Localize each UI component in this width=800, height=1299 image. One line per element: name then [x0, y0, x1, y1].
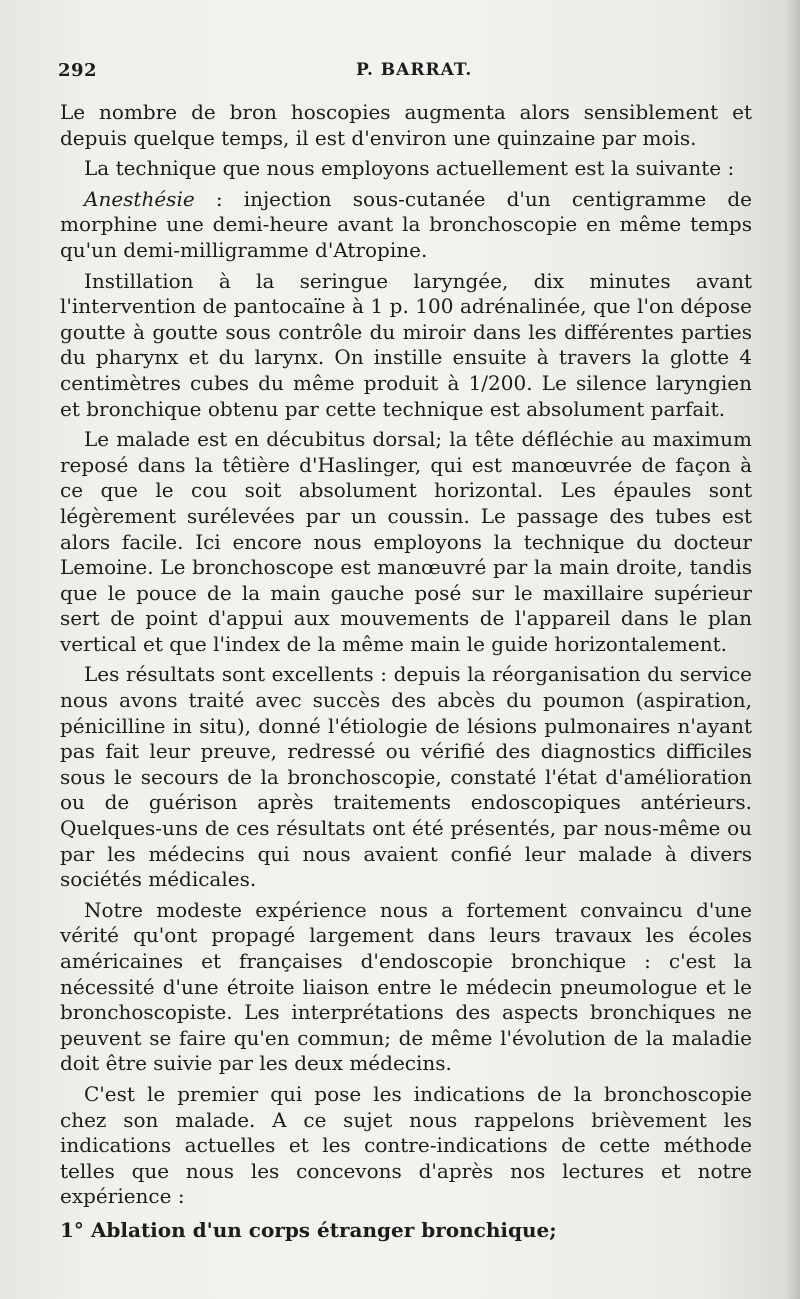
page-header [58, 60, 748, 90]
body-text [60, 100, 752, 1249]
scan-edge-shadow [786, 0, 800, 1299]
paragraph: Instillation à la seringue laryngée, dix minutes avant l'intervention de pantocaïne à 1 p. 100 adrénalinée, que l'on dépose goutte à goutte sous contrôle du miroir dans les différentes parties du pharynx et du larynx. On instille ensuite à travers la glotte 4 centimètres cubes du même produit à 1/200. Le silence laryngien et bronchique obtenu par cette technique est absolument parfait. [60, 268, 752, 421]
paragraph-anesthesia [60, 187, 752, 264]
anesthesia-text: : injection sous-cutanée d'un centigramme de morphine une demi-heure avant la bronchoscopie en même temps qu'un demi-milligramme d'Atropine. [60, 186, 752, 262]
running-head: P. BARRAT. [356, 60, 473, 80]
paragraph: La technique que nous employons actuellement est la suivante : [84, 156, 735, 181]
anesthesia-label: Anesthésie [84, 186, 195, 211]
paragraph: C'est le premier qui pose les indications de la bronchoscopie chez son malade. A ce sujet nous rappelons brièvement les indications actuelles et les contre-indications de cette méthode telles que nous les concevons d'après nos lectures et notre expérience : [60, 1081, 752, 1209]
page-number: 292 [58, 60, 98, 81]
paragraph: Le nombre de bron hoscopies augmenta alors sensiblement et depuis quelque temps, il est d'environ une quinzaine par mois. [60, 100, 752, 150]
paragraph: Le malade est en décubitus dorsal; la tête défléchie au maximum reposé dans la têtière d'Haslinger, qui est manœuvrée de façon à ce que le cou soit absolument horizontal. Les épaules sont légèrement surélevées par un coussin. Le passage des tubes est alors facile. Ici encore nous employons la technique du docteur Lemoine. Le bronchoscope est manœuvré par la main droite, tandis que le pouce de la main gauche posé sur le maxillaire supérieur sert de point d'appui aux mouvements de l'appareil dans le plan vertical et que l'index de la même main le guide horizontalement. [60, 427, 752, 656]
list-item: 1° Ablation d'un corps étranger bronchique; [60, 1217, 557, 1242]
paragraph: Les résultats sont excellents : depuis la réorganisation du service nous avons traité avec succès des abcès du poumon (aspiration, pénicilline in situ), donné l'étiologie de lésions pulmonaires n'ayant pas fait leur preuve, redressé ou vérifié des diagnostics difficiles sous le secours de la bronchoscopie, constaté l'état d'amélioration ou de guérison après traitements endoscopiques antérieurs. Quelques-uns de ces résultats ont été présentés, par nous-même ou par les médecins qui nous avaient confié leur malade à divers sociétés médicales. [60, 662, 752, 892]
paragraph: Notre modeste expérience nous a fortement convaincu d'une vérité qu'ont propagé largement dans leurs travaux les écoles américaines et françaises d'endoscopie bronchique : c'est la nécessité d'une étroite liaison entre le médecin pneumologue et le bronchoscopiste. Les interprétations des aspects bronchiques ne peuvent se faire qu'en commun; de même l'évolution de la maladie doit être suivie par les deux médecins. [60, 897, 752, 1076]
